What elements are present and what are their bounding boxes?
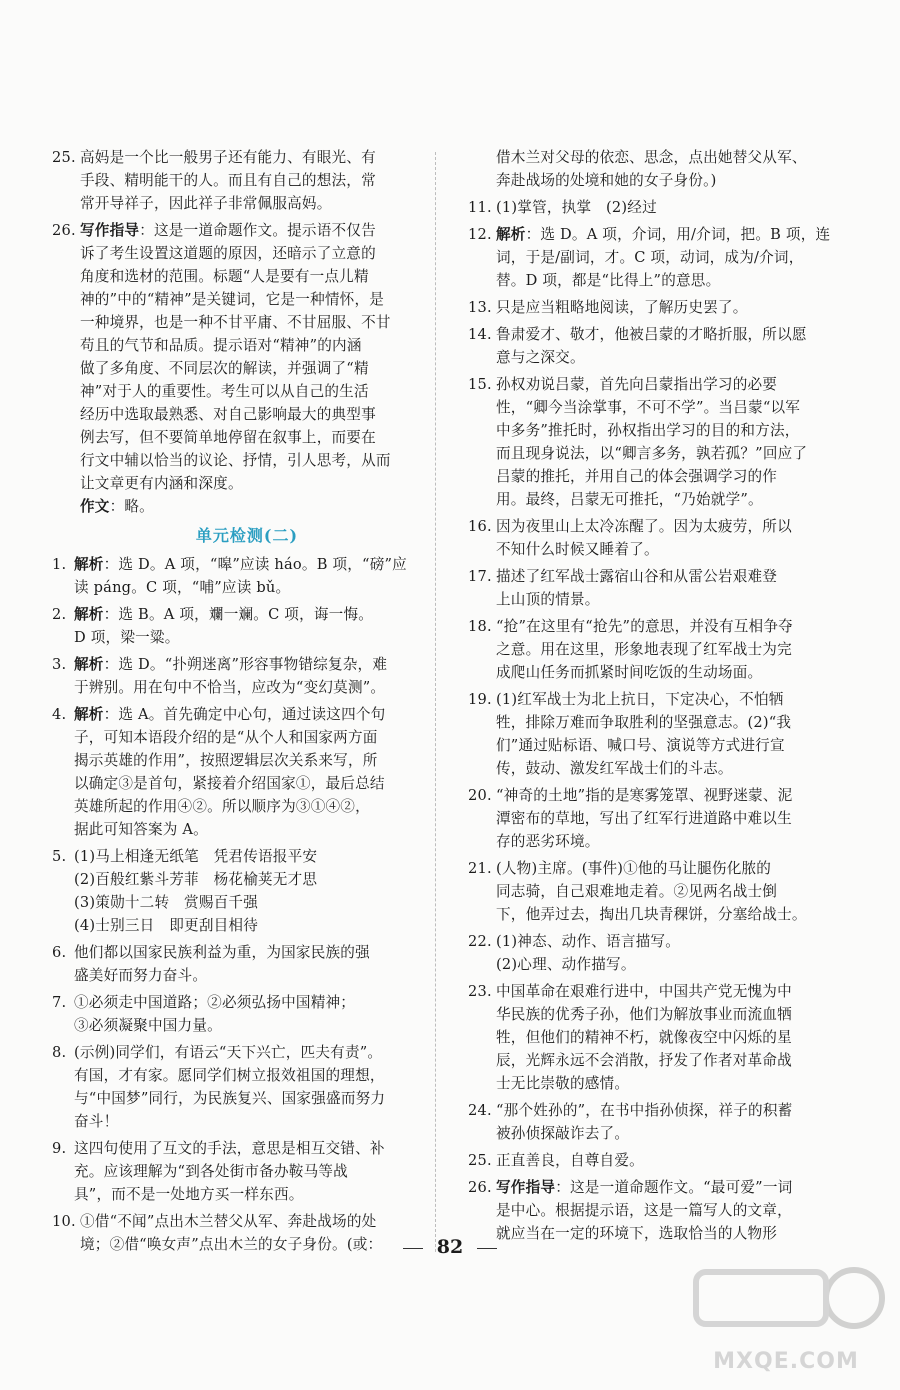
answer-text: 行文中辅以恰当的议论、抒情，引人思考，从而 — [80, 452, 391, 469]
answer-item — [468, 688, 858, 780]
answer-item — [52, 146, 442, 215]
answer-item — [52, 653, 442, 699]
answer-number: 4. — [52, 706, 67, 723]
answer-number: 20. — [468, 787, 492, 804]
answer-line — [80, 357, 442, 380]
answer-text: 中国革命在艰难行进中，中国共产党无愧为中 — [496, 983, 792, 1000]
answer-line — [74, 603, 442, 626]
answer-number: 22. — [468, 933, 492, 950]
answer-item — [52, 553, 442, 599]
answer-line — [74, 676, 442, 699]
answer-text: “抢”在这里有“抢先”的意思，并没有互相争夺 — [496, 618, 793, 635]
answer-text: 上山顶的情景。 — [496, 591, 600, 608]
answer-text: (1)红军战士为北上抗日，下定决心，不怕牺 — [496, 691, 784, 708]
answer-text: 成爬山任务而抓紧时间吃饭的生动场面。 — [496, 664, 763, 681]
answer-number: 15. — [468, 376, 492, 393]
answer-line — [496, 1149, 858, 1172]
answer-line — [80, 146, 442, 169]
watermark-site: MXQE.COM — [713, 1349, 859, 1374]
answer-line — [80, 449, 442, 472]
answer-number: 25. — [52, 149, 76, 166]
answer-line — [496, 442, 858, 465]
answer-line — [80, 426, 442, 449]
answer-item — [468, 930, 858, 976]
answer-number: 11. — [468, 199, 492, 216]
answer-text: 以确定③是首句，紧接着介绍国家①，最后总结 — [74, 775, 385, 792]
answer-text: ③必须凝聚中国力量。 — [74, 1017, 222, 1034]
answer-item — [468, 296, 858, 319]
answer-line — [74, 964, 442, 987]
answer-keyword: 写作指导 — [496, 1179, 556, 1196]
answer-line — [496, 223, 858, 246]
answer-keyword: 作文 — [80, 498, 110, 515]
answer-text: 高妈是一个比一般男子还有能力、有眼光、有 — [80, 149, 376, 166]
answer-text: 词，于是/副词，才。C 项，动词，成为/介词， — [496, 249, 804, 266]
answer-line — [80, 334, 442, 357]
answer-text: 用。最终，吕蒙无可推托，“乃始就学”。 — [496, 491, 763, 508]
answer-item — [468, 373, 858, 511]
answer-line — [496, 146, 858, 169]
answer-item — [468, 1176, 858, 1245]
answer-number: 12. — [468, 226, 492, 243]
answer-line — [74, 795, 442, 818]
answer-text: 性，“卿今当涂掌事，不可不学”。当吕蒙“以军 — [496, 399, 801, 416]
answer-text: (示例)同学们，有语云“天下兴亡，匹夫有责”。 — [74, 1044, 383, 1061]
answer-item — [52, 703, 442, 841]
answer-item — [52, 991, 442, 1037]
answer-text: 们”通过贴标语、喊口号、演说等方式进行宣 — [496, 737, 785, 754]
answer-line — [496, 980, 858, 1003]
answer-number: 8. — [52, 1044, 67, 1061]
answer-text: 只是应当粗略地阅读，了解历史罢了。 — [496, 299, 748, 316]
answer-text: ：略。 — [109, 498, 154, 515]
answer-text: 鲁肃爱才、敬才，他被吕蒙的才略折服，所以愿 — [496, 326, 807, 343]
answer-line — [496, 565, 858, 588]
answer-line — [496, 196, 858, 219]
answer-item — [468, 784, 858, 853]
answer-text: 神”对于人的重要性。考生可以从自己的生活 — [80, 383, 369, 400]
answer-line — [74, 1110, 442, 1133]
answer-line — [496, 515, 858, 538]
answer-number: 19. — [468, 691, 492, 708]
answer-text: (1)马上相逢无纸笔 凭君传语报平安 — [74, 848, 318, 865]
answer-text: 下，他弄过去，掏出几块青稞饼，分塞给战士。 — [496, 906, 807, 923]
answer-number: 14. — [468, 326, 492, 343]
answer-text: ：这是一道命题作文。“最可爱”一词 — [555, 1179, 793, 1196]
answer-line — [80, 288, 442, 311]
answer-number: 10. — [52, 1213, 76, 1230]
answer-text: 角度和选材的范围。标题“人是要有一点儿精 — [80, 268, 369, 285]
answer-item — [468, 223, 858, 292]
answer-line — [496, 465, 858, 488]
answer-text: ：选 A。首先确定中心句，通过读这四个句 — [103, 706, 386, 723]
answer-text: 孙权劝说吕蒙，首先向吕蒙指出学习的必要 — [496, 376, 778, 393]
answer-text: 常开导祥子，因此祥子非常佩服高妈。 — [80, 195, 332, 212]
answer-line — [80, 242, 442, 265]
answer-line — [74, 1064, 442, 1087]
answer-line — [74, 749, 442, 772]
answer-line — [496, 638, 858, 661]
answer-text: ：选 D。“扑朔迷离”形容事物错综复杂，难 — [103, 656, 388, 673]
answer-text: “神奇的土地”指的是寒雾笼罩、视野迷蒙、泥 — [496, 787, 793, 804]
page-number — [0, 1236, 900, 1258]
answer-number: 6. — [52, 944, 67, 961]
answer-line — [80, 380, 442, 403]
answer-item — [468, 1149, 858, 1172]
answer-text: 盛美好而努力奋斗。 — [74, 967, 208, 984]
answer-keyword: 解析 — [74, 606, 104, 623]
answer-text: ：选 D。A 项，“嗥”应读 háo。B 项，“磅”应 — [103, 556, 407, 573]
answer-line — [496, 1072, 858, 1095]
answer-line — [74, 576, 442, 599]
answer-text: 辰，光辉永远不会消散，抒发了作者对革命战 — [496, 1052, 792, 1069]
column-divider — [435, 152, 436, 1252]
answer-line — [496, 488, 858, 511]
answer-keyword: 解析 — [74, 706, 104, 723]
answer-line — [496, 346, 858, 369]
answer-text: 中多务”推托时，孙权指出学习的目的和方法， — [496, 422, 800, 439]
answer-line — [74, 818, 442, 841]
answer-line — [496, 930, 858, 953]
answer-line — [496, 711, 858, 734]
answer-line — [496, 1199, 858, 1222]
answer-number: 26. — [52, 222, 76, 239]
answer-line — [496, 396, 858, 419]
answer-item — [52, 941, 442, 987]
answer-line — [496, 169, 858, 192]
answer-item-continued — [468, 146, 858, 192]
answer-number: 9. — [52, 1140, 67, 1157]
answer-text: 苟且的气节和品质。提示语对“精神”的内涵 — [80, 337, 362, 354]
answer-text: 让文章更有内涵和深度。 — [80, 475, 243, 492]
answer-text: 不知什么时候又睡着了。 — [496, 541, 659, 558]
answer-text: 牲，但他们的精神不朽，就像夜空中闪烁的星 — [496, 1029, 792, 1046]
answer-text: 有国，才有家。愿同学们树立报效祖国的理想， — [74, 1067, 385, 1084]
answer-line — [496, 538, 858, 561]
answer-text: (1)神态、动作、语言描写。 — [496, 933, 681, 950]
answer-number: 1. — [52, 556, 67, 573]
answer-line — [496, 296, 858, 319]
answer-line — [74, 626, 442, 649]
answer-text: 意与之深交。 — [496, 349, 585, 366]
answer-line — [74, 1160, 442, 1183]
answer-item — [468, 615, 858, 684]
answer-text: 借木兰对父母的依恋、思念，点出她替父从军、 — [496, 149, 807, 166]
answer-text: 存的恶劣环境。 — [496, 833, 600, 850]
answer-text: 据此可知答案为 A。 — [74, 821, 208, 838]
page-number-dash-right — [477, 1248, 497, 1249]
answer-line — [496, 830, 858, 853]
answer-line — [496, 807, 858, 830]
answer-text: 奔赴战场的处境和她的女子身份。) — [496, 172, 717, 189]
answer-line — [74, 1041, 442, 1064]
answer-number: 23. — [468, 983, 492, 1000]
answer-line — [74, 703, 442, 726]
answer-subline: (3)策勋十二转 赏赐百千强 — [74, 894, 259, 911]
page-number-dash-left — [403, 1248, 423, 1249]
answer-item — [468, 323, 858, 369]
answer-line — [496, 1026, 858, 1049]
right-column — [468, 146, 858, 1249]
answer-text: 是中心。根据提示语，这是一篇写人的文章， — [496, 1202, 792, 1219]
answer-text: 而且现身说法，以“卿言多务，孰若孤？”回应了 — [496, 445, 808, 462]
answer-text: 例去写，但不要简单地停留在叙事上，而要在 — [80, 429, 376, 446]
answer-text: 经历中选取最熟悉、对自己影响最大的典型事 — [80, 406, 376, 423]
answer-text: 牲，排除万难而争取胜利的坚强意志。(2)“我 — [496, 714, 792, 731]
answer-line — [74, 1137, 442, 1160]
answer-item — [468, 857, 858, 926]
answer-text: 吕蒙的推托，并用自己的体会强调学习的作 — [496, 468, 778, 485]
answer-line — [80, 472, 442, 495]
page-number-text: 82 — [436, 1236, 464, 1258]
answer-line — [496, 1099, 858, 1122]
answer-text: 因为夜里山上太冷冻醒了。因为太疲劳，所以 — [496, 518, 792, 535]
answer-subline: (4)士别三日 即更刮目相待 — [74, 917, 259, 934]
answer-item — [52, 219, 442, 518]
answer-item — [468, 980, 858, 1095]
answer-text: ：选 B。A 项，斕一斓。C 项，诲一悔。 — [103, 606, 374, 623]
answer-text: 就应当在一定的环境下，选取恰当的人物形 — [496, 1225, 778, 1242]
answer-item — [468, 1099, 858, 1145]
answer-number: 5. — [52, 848, 67, 865]
answer-text: 揭示英雄的作用”，按照逻辑层次关系来写，所 — [74, 752, 378, 769]
answer-line — [496, 903, 858, 926]
answer-item — [52, 1137, 442, 1206]
answer-text: 英雄所起的作用④②。所以顺序为③①④②， — [74, 798, 370, 815]
answer-keyword: 解析 — [496, 226, 526, 243]
left-column — [52, 146, 442, 1260]
watermark-logo — [686, 1258, 886, 1378]
answer-number: 25. — [468, 1152, 492, 1169]
answer-text: 奋斗！ — [74, 1113, 119, 1130]
answer-line — [496, 269, 858, 292]
answer-line — [80, 219, 442, 242]
answer-line — [74, 553, 442, 576]
answer-line — [74, 1183, 442, 1206]
answer-text: 做了多角度、不同层次的解读，并强调了“精 — [80, 360, 369, 377]
answer-text: (人物)主席。(事件)①他的马让腿伤化脓的 — [496, 860, 772, 877]
answer-text: (1)掌管，执掌 (2)经过 — [496, 199, 657, 216]
answer-subline: (2)心理、动作描写。 — [496, 956, 636, 973]
answer-line — [496, 1003, 858, 1026]
answer-text: 充。应该理解为“到各处街市备办鞍马等战 — [74, 1163, 348, 1180]
answer-subline: (2)百般红紫斗芳菲 杨花榆荚无才思 — [74, 871, 318, 888]
answer-text: 士无比崇敬的感情。 — [496, 1075, 630, 1092]
answer-line — [496, 734, 858, 757]
answer-number: 24. — [468, 1102, 492, 1119]
answer-number: 3. — [52, 656, 67, 673]
answer-text: 神的”中的“精神”是关键词，它是一种情怀，是 — [80, 291, 385, 308]
answer-text: “那个姓孙的”，在书中指孙侦探，祥子的积蓄 — [496, 1102, 793, 1119]
answer-text: 他们都以国家民族利益为重，为国家民族的强 — [74, 944, 370, 961]
answer-line — [80, 403, 442, 426]
answer-text: ：这是一道命题作文。提示语不仅告 — [139, 222, 376, 239]
answer-text: 手段、精明能干的人。而且有自己的想法，常 — [80, 172, 376, 189]
answer-text: ①必须走中国道路；②必须弘扬中国精神； — [74, 994, 356, 1011]
answer-line — [74, 991, 442, 1014]
answer-keyword: 写作指导 — [80, 222, 140, 239]
answer-number: 21. — [468, 860, 492, 877]
answer-line — [496, 1176, 858, 1199]
answer-text: 同志骑，自己艰难地走着。②见两名战士倒 — [496, 883, 778, 900]
answer-line — [496, 419, 858, 442]
answer-line — [74, 653, 442, 676]
answer-text: D 项，梁一粱。 — [74, 629, 180, 646]
answer-line — [74, 1087, 442, 1110]
answer-text: 正直善良，自尊自爱。 — [496, 1152, 644, 1169]
answer-text: 读 páng。C 项，“哺”应读 bǔ。 — [74, 579, 291, 596]
answer-line — [496, 1122, 858, 1145]
answer-text: 华民族的优秀子孙，他们为解放事业而流血牺 — [496, 1006, 792, 1023]
answer-line — [496, 880, 858, 903]
answer-line — [496, 588, 858, 611]
answer-tail — [80, 495, 442, 518]
answer-line — [496, 857, 858, 880]
answer-text: 境；②借“唤女声”点出木兰的女子身份。(或： — [80, 1236, 383, 1253]
answer-number: 7. — [52, 994, 67, 1011]
answer-line — [80, 169, 442, 192]
answer-line — [496, 246, 858, 269]
answer-item — [52, 603, 442, 649]
answer-number: 26. — [468, 1179, 492, 1196]
answer-text: 一种境界，也是一种不甘平庸、不甘屈服、不甘 — [80, 314, 391, 331]
answer-text: ①借“不闻”点出木兰替父从军、奔赴战场的处 — [80, 1213, 377, 1230]
answer-line — [80, 265, 442, 288]
answer-text: 替。D 项，都是“比得上”的意思。 — [496, 272, 721, 289]
answer-item — [468, 196, 858, 219]
answer-line — [80, 311, 442, 334]
answer-line — [496, 373, 858, 396]
answer-text: ：选 D。A 项，介词，用/介词，把。B 项，连 — [525, 226, 831, 243]
answer-number: 18. — [468, 618, 492, 635]
answer-line — [496, 784, 858, 807]
answer-text: 子，可知本语段介绍的是“从个人和国家两方面 — [74, 729, 378, 746]
answer-keyword: 解析 — [74, 656, 104, 673]
answer-line — [74, 726, 442, 749]
answer-item — [52, 1041, 442, 1133]
answer-text: 之意。用在这里，形象地表现了红军战士为完 — [496, 641, 792, 658]
answer-line — [496, 1049, 858, 1072]
answer-text: 被孙侦探敲诈去了。 — [496, 1125, 630, 1142]
answer-keyword: 解析 — [74, 556, 104, 573]
section-title: 单元检测(二) — [195, 526, 299, 545]
answer-line — [80, 1210, 442, 1233]
answer-number: 13. — [468, 299, 492, 316]
answer-text: 传，鼓动、激发红军战士们的斗志。 — [496, 760, 733, 777]
answer-line — [74, 772, 442, 795]
answer-item — [52, 845, 442, 937]
answer-number: 17. — [468, 568, 492, 585]
answer-line — [496, 757, 858, 780]
answer-text: 于辨别。用在句中不恰当，应改为“变幻莫测”。 — [74, 679, 386, 696]
answer-text: 描述了红军战士露宿山谷和从雷公岩艰难登 — [496, 568, 778, 585]
answer-number: 16. — [468, 518, 492, 535]
answer-text: 这四句使用了互文的手法，意思是相互交错、补 — [74, 1140, 385, 1157]
answer-line — [80, 192, 442, 215]
answer-line — [74, 1014, 442, 1037]
answer-text: 潭密布的草地，写出了红军行进道路中难以生 — [496, 810, 792, 827]
answer-number: 2. — [52, 606, 67, 623]
answer-line — [74, 941, 442, 964]
answer-item — [468, 515, 858, 561]
answer-line — [496, 615, 858, 638]
answer-line — [496, 688, 858, 711]
answer-text: 诉了考生设置这道题的原因，还暗示了立意的 — [80, 245, 376, 262]
answer-text: 具”，而不是一处地方买一样东西。 — [74, 1186, 304, 1203]
answer-item — [468, 565, 858, 611]
answer-line — [74, 845, 442, 868]
answer-text: 与“中国梦”同行，为民族复兴、国家强盛而努力 — [74, 1090, 386, 1107]
answer-line — [496, 661, 858, 684]
answer-line — [496, 323, 858, 346]
